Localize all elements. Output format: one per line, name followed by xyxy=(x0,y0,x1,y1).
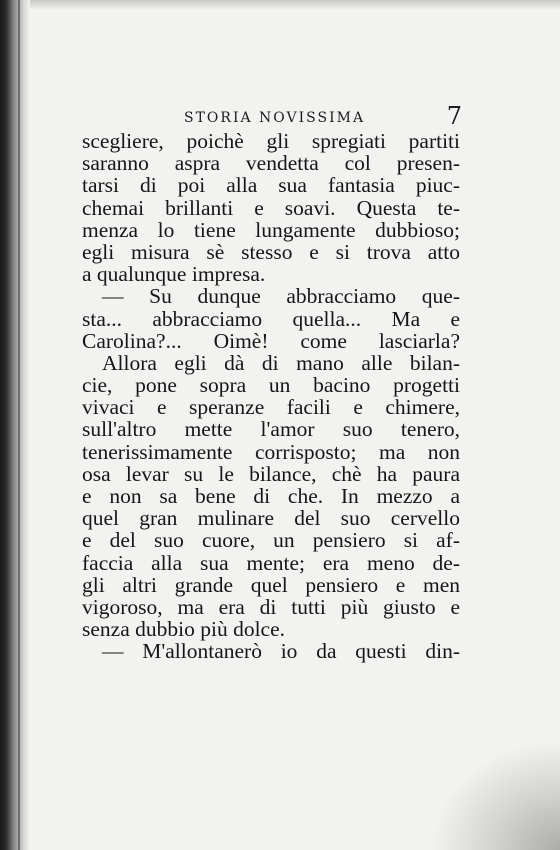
text-line: saranno aspra vendetta col presen- xyxy=(82,151,460,176)
text-line: menza lo tiene lungamente dubbioso; xyxy=(82,217,460,242)
top-shadow xyxy=(30,0,560,10)
text-line: — M'allontanerò io da questi din- xyxy=(102,639,460,664)
running-head: STORIA NOVISSIMA xyxy=(184,110,366,126)
text-line: sull'altro mette l'amor suo tenero, xyxy=(82,417,460,442)
text-line: e non sa bene di che. In mezzo a xyxy=(82,484,460,508)
text-line: chemai brillanti e soavi. Questa te- xyxy=(82,195,460,220)
text-line: Allora egli dà di mano alle bilan- xyxy=(102,350,460,375)
text-line: a qualunque impresa. xyxy=(82,262,266,287)
body-text xyxy=(82,130,460,663)
binding-edge xyxy=(18,0,20,850)
text-line: egli misura sè stesso e si trova atto xyxy=(82,239,460,264)
text-line: gli altri grande quel pensiero e men xyxy=(82,572,460,597)
text-line: tarsi di poi alla sua fantasia piuc- xyxy=(82,173,460,198)
text-line: faccia alla sua mente; era meno de- xyxy=(82,550,460,575)
text-line: cie, pone sopra un bacino progetti xyxy=(82,373,460,398)
text-line: tenerissimamente corrisposto; ma non xyxy=(82,439,460,464)
text-line: scegliere, poichè gli spregiati partiti xyxy=(82,129,460,153)
page-number: 7 xyxy=(446,102,462,130)
text-line: vivaci e speranze facili e chimere, xyxy=(82,395,460,420)
text-line: vigoroso, ma era di tutti più giusto e xyxy=(82,594,460,619)
text-line: Carolina?... Oimè! come lasciarla? xyxy=(82,328,460,353)
text-line: osa levar su le bilance, chè ha paura xyxy=(82,461,460,486)
text-line: — Su dunque abbracciamo que- xyxy=(102,284,460,309)
text-line: quel gran mulinare del suo cervello xyxy=(82,506,460,531)
text-line: senza dubbio più dolce. xyxy=(82,617,286,642)
text-line: sta... abbracciamo quella... Ma e xyxy=(82,306,460,331)
page-header xyxy=(84,104,462,132)
corner-wear-stain xyxy=(430,740,560,850)
text-line: e del suo cuore, un pensiero si af- xyxy=(82,528,460,553)
binding-gutter xyxy=(0,0,30,850)
